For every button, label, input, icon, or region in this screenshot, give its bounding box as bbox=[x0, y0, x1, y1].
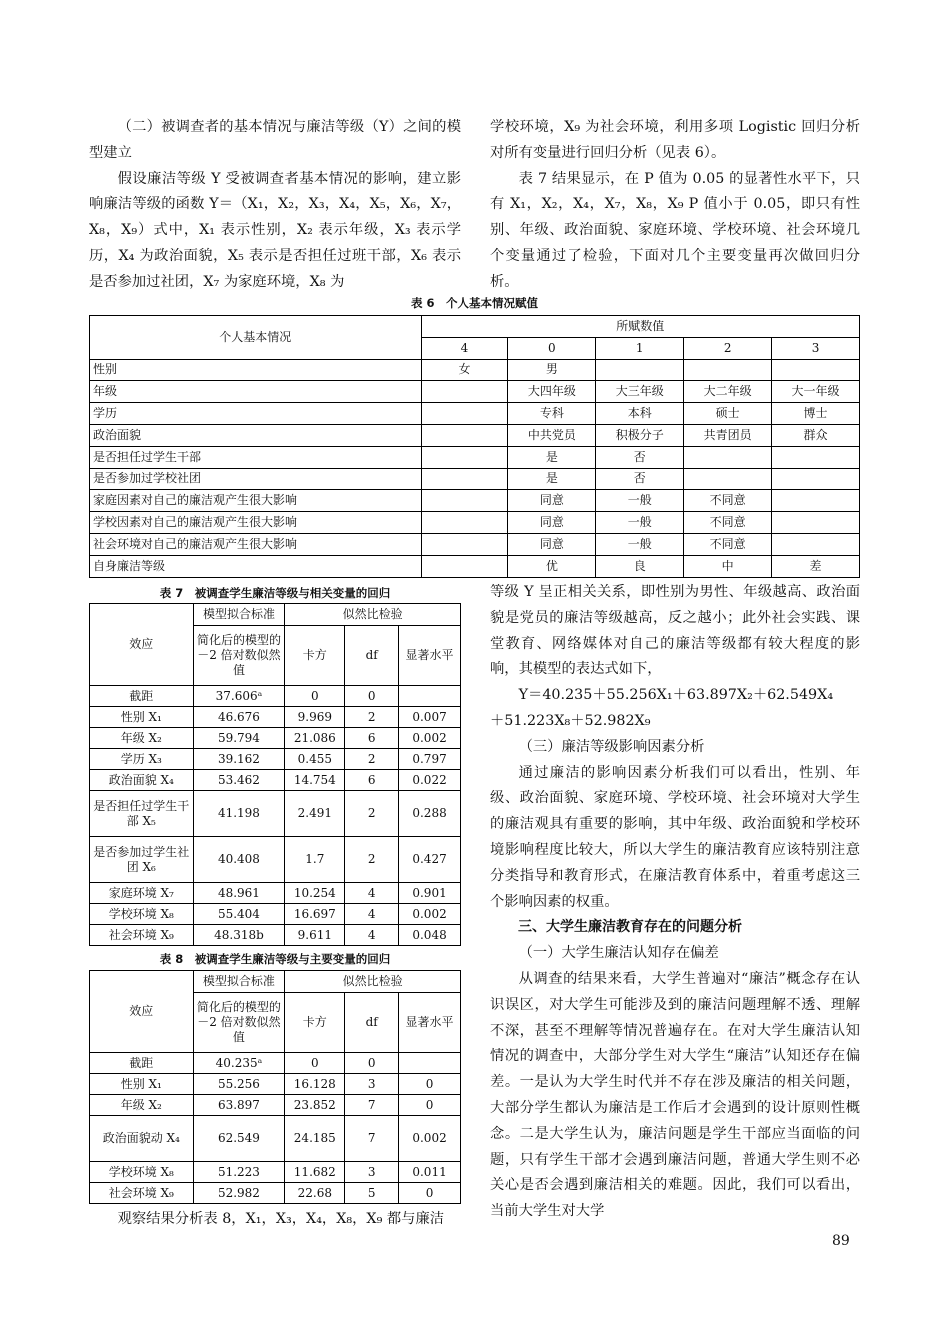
table7-row bbox=[90, 904, 461, 925]
table6-row-label: 是否担任过学生干部 bbox=[90, 446, 422, 468]
table7-cell-sig: 0.797 bbox=[399, 749, 461, 770]
table6-cell bbox=[421, 555, 508, 577]
table8-cell-e: 截距 bbox=[90, 1053, 194, 1074]
table7-cell-e: 家庭环境 X₇ bbox=[90, 883, 194, 904]
table7-caption: 表 7 被调查学生廉洁等级与相关变量的回归 bbox=[159, 586, 391, 600]
table7-cell-chi: 14.754 bbox=[285, 770, 345, 791]
table8-row bbox=[90, 1053, 461, 1074]
table6-cell bbox=[421, 533, 508, 555]
paragraph-factors: 通过廉洁的影响因素分析我们可以看出，性别、年级、政治面貌、家庭环境、学校环境、社会环境对大学生的廉洁观具有重要的影响，其中年级、政治面貌和学校环境影响程度比较大，所以大学生的廉洁教育应该特别注意分类指导和教育形式，在廉洁教育体系中，着重考虑这三个影响因素的权重。 bbox=[490, 764, 860, 910]
table6-cell: 女 bbox=[421, 359, 508, 381]
table8-cell-sig: 0 bbox=[399, 1095, 461, 1116]
table7-row bbox=[90, 707, 461, 728]
table6-cell: 本科 bbox=[596, 403, 684, 425]
table6-col-header: 3 bbox=[772, 337, 860, 359]
table8-header-ll: 简化后的模型的－2 倍对数似然值 bbox=[193, 993, 285, 1053]
table6-cell: 大一年级 bbox=[772, 381, 860, 403]
table6-cell: 中 bbox=[684, 555, 772, 577]
table8-caption: 表 8 被调查学生廉洁等级与主要变量的回归 bbox=[159, 952, 391, 966]
table6-row bbox=[90, 403, 860, 425]
subheading-cognition: （一）大学生廉洁认知存在偏差 bbox=[518, 945, 719, 962]
table7-row bbox=[90, 728, 461, 749]
table7-cell-ll: 40.408 bbox=[193, 837, 285, 883]
table8-cell-sig bbox=[399, 1053, 461, 1074]
table7-cell-e: 性别 X₁ bbox=[90, 707, 194, 728]
table6-row-label: 是否参加过学校社团 bbox=[90, 468, 422, 490]
table7-cell-chi: 2.491 bbox=[285, 791, 345, 837]
table8-cell-e: 政治面貌动 X₄ bbox=[90, 1116, 194, 1162]
table6-cell bbox=[421, 403, 508, 425]
table8-cell-sig: 0 bbox=[399, 1183, 461, 1204]
table6-caption: 表 6 个人基本情况赋值 bbox=[410, 296, 538, 310]
table7-cell-e: 学历 X₃ bbox=[90, 749, 194, 770]
table7-cell-chi: 10.254 bbox=[285, 883, 345, 904]
table8-cell-e: 年级 X₂ bbox=[90, 1095, 194, 1116]
table8-header-df: df bbox=[345, 993, 399, 1053]
table6-cell bbox=[772, 533, 860, 555]
table6-row bbox=[90, 359, 860, 381]
table6-cell: 大二年级 bbox=[684, 381, 772, 403]
section-heading-problems: 三、大学生廉洁教育存在的问题分析 bbox=[518, 919, 742, 936]
table7-cell-chi: 0.455 bbox=[285, 749, 345, 770]
table7-cell-df: 2 bbox=[345, 837, 399, 883]
table8-cell-sig: 0.011 bbox=[399, 1162, 461, 1183]
table6-row-label: 学历 bbox=[90, 403, 422, 425]
table8-cell-ll: 55.256 bbox=[193, 1074, 285, 1095]
left-column-top bbox=[89, 115, 461, 296]
table6-cell: 积极分子 bbox=[596, 424, 684, 446]
table8-header-sig: 显著水平 bbox=[399, 993, 461, 1053]
table7-cell-e: 是否担任过学生干部 X₅ bbox=[90, 791, 194, 837]
table7-cell-sig: 0.022 bbox=[399, 770, 461, 791]
table7-cell-chi: 1.7 bbox=[285, 837, 345, 883]
table6-col-header: 1 bbox=[596, 337, 684, 359]
paragraph-correlation: 等级 Y 呈正相关关系，即性别为男性、年级越高、政治面貌是党员的廉洁等级越高，反之越小；此外社会实践、课堂教育、网络媒体对自己的廉洁等级都有较大程度的影响，其模型的表达式如下， bbox=[490, 584, 860, 678]
table7-cell-sig: 0.002 bbox=[399, 728, 461, 749]
right-column-lower bbox=[490, 580, 860, 1225]
table8-cell-ll: 63.897 bbox=[193, 1095, 285, 1116]
table6-row-label: 性别 bbox=[90, 359, 422, 381]
table7-cell-ll: 39.162 bbox=[193, 749, 285, 770]
table7-header-chi: 卡方 bbox=[285, 626, 345, 686]
paragraph-continued: 学校环境，X₉ 为社会环境，利用多项 Logistic 回归分析对所有变量进行回归分析（见表 6）。 bbox=[490, 119, 860, 161]
table8-header-fit: 模型拟合标准 bbox=[193, 971, 285, 993]
table6-cell: 专科 bbox=[508, 403, 596, 425]
table7-cell-ll: 46.676 bbox=[193, 707, 285, 728]
table8-row bbox=[90, 1162, 461, 1183]
table7-cell-e: 社会环境 X₉ bbox=[90, 925, 194, 946]
table6-cell: 良 bbox=[596, 555, 684, 577]
table6-cell bbox=[684, 359, 772, 381]
table6-cell: 不同意 bbox=[684, 490, 772, 512]
paragraph-table7-result: 表 7 结果显示，在 P 值为 0.05 的显著性水平下，只有 X₁，X₂，X₄，X₇，X₈，X₉ P 值小于 0.05，即只有性别、年级、政治面貌、家庭环境、学校环境、社会环境几个变量通过了检验，下面对几个主要变量再次做回归分析。 bbox=[490, 170, 860, 290]
table7-header-sig: 显著水平 bbox=[399, 626, 461, 686]
table6-row-label: 社会环境对自己的廉洁观产生很大影响 bbox=[90, 533, 422, 555]
table8-cell-df: 7 bbox=[345, 1116, 399, 1162]
table6-cell bbox=[772, 446, 860, 468]
table6-row bbox=[90, 555, 860, 577]
paragraph-cognition: 从调查的结果来看，大学生普遍对“廉洁”概念存在认识误区，对大学生可能涉及到的廉洁问题理解不透、理解不深，甚至不理解等情况普遍存在。在对大学生廉洁认知情况的调查中，大部分学生对大学生“廉洁”认知还存在偏差。一是认为大学生时代并不存在涉及廉洁的相关问题，大部分学生都认为廉洁是工作后才会遇到的设计原则性概念。二是大学生认为，廉洁问题是学生干部应当面临的问题，只有学生干部才会遇到廉洁问题，普通大学生则不必关心是否会遇到廉洁相关的难题。因此，我们可以看出，当前大学生对大学 bbox=[490, 970, 860, 1220]
table6-cell: 同意 bbox=[508, 533, 596, 555]
table8-cell-chi: 16.128 bbox=[285, 1074, 345, 1095]
table7-header-df: df bbox=[345, 626, 399, 686]
table8-row bbox=[90, 1095, 461, 1116]
table8-row bbox=[90, 1183, 461, 1204]
table7-row bbox=[90, 925, 461, 946]
table6-cell bbox=[772, 490, 860, 512]
equation-line-2: ＋51.223X₈＋52.982X₉ bbox=[490, 712, 651, 729]
table6-cell: 同意 bbox=[508, 512, 596, 534]
table7-cell-df: 0 bbox=[345, 686, 399, 707]
table6-row-label: 学校因素对自己的廉洁观产生很大影响 bbox=[90, 512, 422, 534]
table7-cell-chi: 21.086 bbox=[285, 728, 345, 749]
table8-header-effect: 效应 bbox=[90, 971, 194, 1053]
table7-cell-df: 4 bbox=[345, 883, 399, 904]
table7-cell-chi: 9.969 bbox=[285, 707, 345, 728]
table8-cell-chi: 23.852 bbox=[285, 1095, 345, 1116]
table7-cell-df: 6 bbox=[345, 728, 399, 749]
table7-cell-sig: 0.288 bbox=[399, 791, 461, 837]
table7-header-effect: 效应 bbox=[90, 604, 194, 686]
table7-cell-df: 2 bbox=[345, 707, 399, 728]
table6-cell bbox=[421, 468, 508, 490]
table7-cell-ll: 53.462 bbox=[193, 770, 285, 791]
table7-header-ll: 简化后的模型的－2 倍对数似然值 bbox=[193, 626, 285, 686]
table8-cell-sig: 0.002 bbox=[399, 1116, 461, 1162]
table7-cell-e: 学校环境 X₈ bbox=[90, 904, 194, 925]
table7-cell-ll: 37.606ᵃ bbox=[193, 686, 285, 707]
table6-cell: 是 bbox=[508, 468, 596, 490]
table8-row bbox=[90, 1074, 461, 1095]
table6-cell: 一般 bbox=[596, 533, 684, 555]
table6 bbox=[89, 315, 860, 578]
table6-row bbox=[90, 533, 860, 555]
table6-cell bbox=[421, 446, 508, 468]
table7-cell-ll: 48.961 bbox=[193, 883, 285, 904]
table7-cell-e: 年级 X₂ bbox=[90, 728, 194, 749]
table6-cell: 一般 bbox=[596, 490, 684, 512]
subheading-model: （二）被调查者的基本情况与廉洁等级（Y）之间的模型建立 bbox=[89, 119, 461, 161]
table6-cell: 共青团员 bbox=[684, 424, 772, 446]
table6-cell: 是 bbox=[508, 446, 596, 468]
table7-cell-ll: 48.318b bbox=[193, 925, 285, 946]
table7-row bbox=[90, 686, 461, 707]
table8-cell-e: 性别 X₁ bbox=[90, 1074, 194, 1095]
table6-row bbox=[90, 512, 860, 534]
table6-cell: 差 bbox=[772, 555, 860, 577]
table7-cell-ll: 55.404 bbox=[193, 904, 285, 925]
table7-cell-sig bbox=[399, 686, 461, 707]
table8-cell-ll: 40.235ᵃ bbox=[193, 1053, 285, 1074]
table7-cell-e: 政治面貌 X₄ bbox=[90, 770, 194, 791]
page-number: 89 bbox=[832, 1233, 850, 1249]
table6-row bbox=[90, 468, 860, 490]
right-column-top bbox=[490, 115, 860, 296]
table7-cell-chi: 9.611 bbox=[285, 925, 345, 946]
table7-row bbox=[90, 749, 461, 770]
table8-cell-df: 5 bbox=[345, 1183, 399, 1204]
table8-cell-df: 7 bbox=[345, 1095, 399, 1116]
table6-cell: 不同意 bbox=[684, 512, 772, 534]
table6-cell bbox=[421, 381, 508, 403]
table8-cell-ll: 52.982 bbox=[193, 1183, 285, 1204]
table6-row bbox=[90, 490, 860, 512]
table7-header-fit: 模型拟合标准 bbox=[193, 604, 285, 626]
paragraph-table8-observation: 观察结果分析表 8，X₁，X₃，X₄，X₈，X₉ 都与廉洁 bbox=[117, 1211, 445, 1227]
table6-row-label: 政治面貌 bbox=[90, 424, 422, 446]
table7-cell-ll: 59.794 bbox=[193, 728, 285, 749]
table6-header-values: 所赋数值 bbox=[421, 316, 859, 338]
table6-row bbox=[90, 381, 860, 403]
table8-cell-sig: 0 bbox=[399, 1074, 461, 1095]
table8-row bbox=[90, 1116, 461, 1162]
table7-cell-e: 是否参加过学生社团 X₆ bbox=[90, 837, 194, 883]
paragraph-assumption: 假设廉洁等级 Y 受被调查者基本情况的影响，建立影响廉洁等级的函数 Y＝（X₁，X₂，X₃，X₄，X₅，X₆，X₇，X₈，X₉）式中，X₁ 表示性别，X₂ 表示年级，X₃ 表示学历，X₄ 为政治面貌，X₅ 表示是否担任过班干部，X₆ 表示是否参加过社团，X₇ 为家庭环境，X₈ 为 bbox=[89, 170, 461, 290]
equation-line-1: Y＝40.235＋55.256X₁＋63.897X₂＋62.549X₄ bbox=[518, 687, 834, 704]
table7-cell-df: 2 bbox=[345, 749, 399, 770]
table6-cell: 博士 bbox=[772, 403, 860, 425]
table6-cell bbox=[421, 490, 508, 512]
table8 bbox=[89, 970, 461, 1204]
table6-cell: 中共党员 bbox=[508, 424, 596, 446]
table7-header-lr: 似然比检验 bbox=[285, 604, 461, 626]
table6-cell: 大三年级 bbox=[596, 381, 684, 403]
table6-cell: 大四年级 bbox=[508, 381, 596, 403]
table6-cell: 同意 bbox=[508, 490, 596, 512]
table6-cell: 群众 bbox=[772, 424, 860, 446]
table6-cell: 否 bbox=[596, 446, 684, 468]
subheading-factors: （三）廉洁等级影响因素分析 bbox=[518, 738, 705, 755]
table7-cell-df: 2 bbox=[345, 791, 399, 837]
table8-cell-chi: 11.682 bbox=[285, 1162, 345, 1183]
table8-cell-df: 0 bbox=[345, 1053, 399, 1074]
table7-row bbox=[90, 837, 461, 883]
table6-col-header: 2 bbox=[684, 337, 772, 359]
table8-header-lr: 似然比检验 bbox=[285, 971, 461, 993]
table7-row bbox=[90, 770, 461, 791]
table7-cell-sig: 0.007 bbox=[399, 707, 461, 728]
table7-cell-chi: 0 bbox=[285, 686, 345, 707]
table6-cell: 优 bbox=[508, 555, 596, 577]
table6-cell bbox=[684, 446, 772, 468]
table6-col-header: 4 bbox=[421, 337, 508, 359]
table8-cell-e: 社会环境 X₉ bbox=[90, 1183, 194, 1204]
table6-row-label: 自身廉洁等级 bbox=[90, 555, 422, 577]
table6-row-label: 年级 bbox=[90, 381, 422, 403]
table7-cell-df: 6 bbox=[345, 770, 399, 791]
table6-row bbox=[90, 446, 860, 468]
table6-header-info: 个人基本情况 bbox=[90, 316, 422, 360]
table7-cell-e: 截距 bbox=[90, 686, 194, 707]
table6-row bbox=[90, 424, 860, 446]
table7-row bbox=[90, 883, 461, 904]
table6-cell: 不同意 bbox=[684, 533, 772, 555]
table7-cell-sig: 0.002 bbox=[399, 904, 461, 925]
table6-cell bbox=[421, 424, 508, 446]
table8-cell-ll: 51.223 bbox=[193, 1162, 285, 1183]
table7-cell-sig: 0.427 bbox=[399, 837, 461, 883]
table7-cell-chi: 16.697 bbox=[285, 904, 345, 925]
table8-header-chi: 卡方 bbox=[285, 993, 345, 1053]
table7-cell-df: 4 bbox=[345, 904, 399, 925]
table7-cell-sig: 0.048 bbox=[399, 925, 461, 946]
table6-cell: 否 bbox=[596, 468, 684, 490]
table8-cell-ll: 62.549 bbox=[193, 1116, 285, 1162]
left-column-bottom bbox=[89, 1207, 461, 1233]
table8-cell-df: 3 bbox=[345, 1074, 399, 1095]
table8-cell-df: 3 bbox=[345, 1162, 399, 1183]
table6-cell bbox=[596, 359, 684, 381]
table6-cell: 男 bbox=[508, 359, 596, 381]
table6-cell bbox=[772, 468, 860, 490]
table6-cell: 一般 bbox=[596, 512, 684, 534]
table7-row bbox=[90, 791, 461, 837]
table8-cell-e: 学校环境 X₈ bbox=[90, 1162, 194, 1183]
table6-cell bbox=[772, 359, 860, 381]
table6-col-header: 0 bbox=[508, 337, 596, 359]
table6-row-label: 家庭因素对自己的廉洁观产生很大影响 bbox=[90, 490, 422, 512]
table8-cell-chi: 0 bbox=[285, 1053, 345, 1074]
table6-cell bbox=[772, 512, 860, 534]
table6-cell: 硕士 bbox=[684, 403, 772, 425]
table7-cell-ll: 41.198 bbox=[193, 791, 285, 837]
table6-cell bbox=[684, 468, 772, 490]
table7 bbox=[89, 603, 461, 946]
table6-cell bbox=[421, 512, 508, 534]
table7-cell-df: 4 bbox=[345, 925, 399, 946]
table7-cell-sig: 0.901 bbox=[399, 883, 461, 904]
table8-cell-chi: 22.68 bbox=[285, 1183, 345, 1204]
table8-cell-chi: 24.185 bbox=[285, 1116, 345, 1162]
